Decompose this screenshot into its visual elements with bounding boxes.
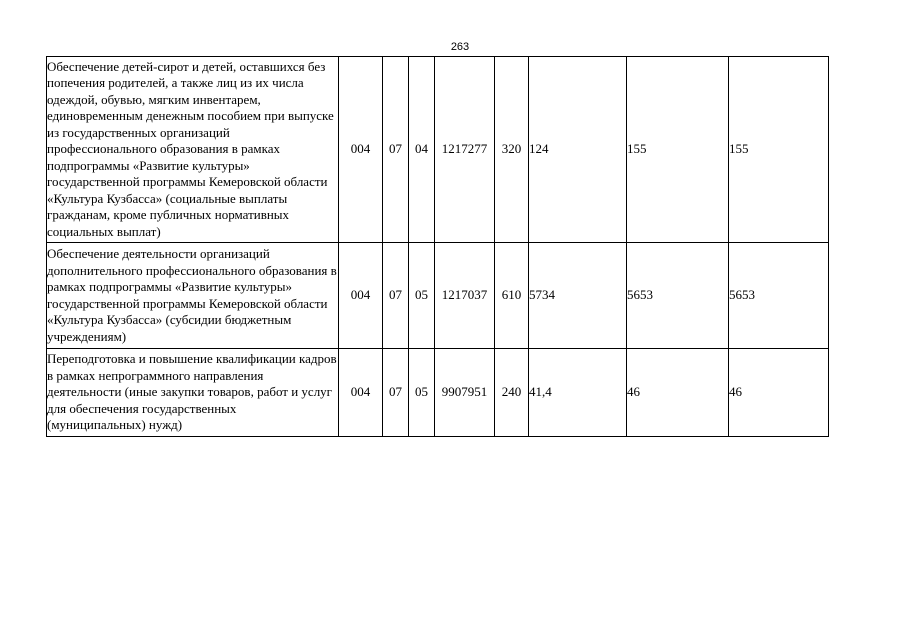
amount-year-3: 46	[729, 349, 829, 437]
amount-year-3: 155	[729, 57, 829, 243]
row-description: Обеспечение деятельности организаций дополнительного профессионального образования в рамках подпрограммы «Развитие культуры» государственной программы Кемеровской области «Культура Кузбасса» (субсидии бюджетным учреждениям)	[47, 243, 339, 349]
subsection-code: 05	[409, 349, 435, 437]
amount-year-1: 5734	[529, 243, 627, 349]
ved-code: 004	[339, 57, 383, 243]
subsection-code: 04	[409, 57, 435, 243]
row-description: Переподготовка и повышение квалификации кадров в рамках непрограммного направления деятельности (иные закупки товаров, работ и услуг для обеспечения государственных (муниципальных) нужд)	[47, 349, 339, 437]
row-description: Обеспечение детей-сирот и детей, оставшихся без попечения родителей, а также лиц из их числа одеждой, обувью, мягким инвентарем, единовременным денежным пособием при выпуске из государственных организаций профессионального образования в рамках подпрограммы «Развитие культуры» государственной программы Кемеровской области «Культура Кузбасса» (социальные выплаты гражданам, кроме публичных нормативных социальных выплат)	[47, 57, 339, 243]
expense-type-code: 610	[495, 243, 529, 349]
expense-type-code: 240	[495, 349, 529, 437]
expense-type-code: 320	[495, 57, 529, 243]
section-code: 07	[383, 57, 409, 243]
section-code: 07	[383, 349, 409, 437]
page-number: 263	[450, 41, 470, 53]
amount-year-2: 46	[627, 349, 729, 437]
amount-year-2: 155	[627, 57, 729, 243]
target-article-code: 9907951	[435, 349, 495, 437]
subsection-code: 05	[409, 243, 435, 349]
amount-year-1: 124	[529, 57, 627, 243]
table-row	[47, 349, 829, 437]
target-article-code: 1217037	[435, 243, 495, 349]
amount-year-2: 5653	[627, 243, 729, 349]
table-row	[47, 57, 829, 243]
target-article-code: 1217277	[435, 57, 495, 243]
amount-year-1: 41,4	[529, 349, 627, 437]
table-row	[47, 243, 829, 349]
ved-code: 004	[339, 349, 383, 437]
ved-code: 004	[339, 243, 383, 349]
amount-year-3: 5653	[729, 243, 829, 349]
budget-table	[46, 56, 829, 437]
section-code: 07	[383, 243, 409, 349]
